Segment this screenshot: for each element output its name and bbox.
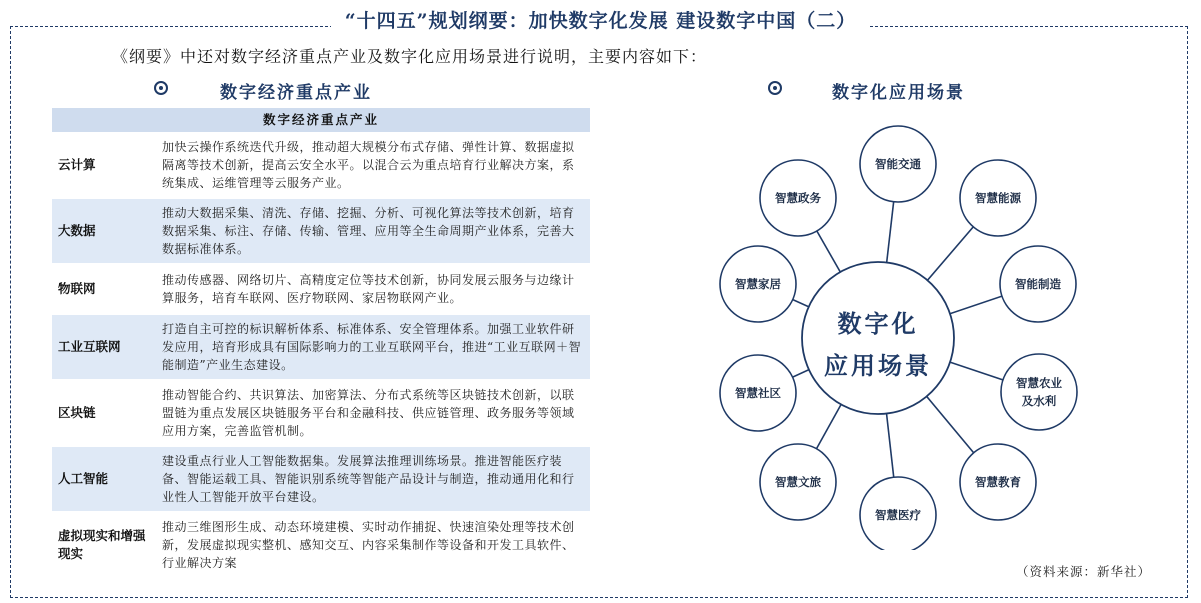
table-row <box>52 380 590 446</box>
scenario-node-label: 智慧能源 <box>975 191 1021 205</box>
scenario-node <box>1001 354 1077 430</box>
scenario-node-label: 智慧家居 <box>735 277 781 291</box>
table-row <box>52 132 590 198</box>
scenario-node-label: 智慧医疗 <box>875 508 921 522</box>
row-name: 虚拟现实和增强现实 <box>52 512 158 578</box>
scenario-node-label: 智慧教育 <box>975 475 1021 489</box>
row-name: 云计算 <box>52 132 158 198</box>
row-name: 大数据 <box>52 198 158 264</box>
title-wrap <box>0 6 1201 33</box>
row-desc: 建设重点行业人工智能数据集。发展算法推理训练场景。推进智能医疗装备、智能运载工具、智能识别系统等智能产品设计与制造，推动通用化和行业性人工智能开放平台建设。 <box>158 446 590 512</box>
row-desc: 打造自主可控的标识解析体系、标准体系、安全管理体系。加强工业软件研发应用，培育形成具有国际影响力的工业互联网平台，推进“工业互联网＋智能制造”产业生态建设。 <box>158 314 590 380</box>
row-name: 区块链 <box>52 380 158 446</box>
table-row <box>52 512 590 578</box>
row-desc: 推动大数据采集、清洗、存储、挖掘、分析、可视化算法等技术创新，培育数据采集、标注、存储、传输、管理、应用等全生命周期产业体系，完善大数据标准体系。 <box>158 198 590 264</box>
left-bullet-icon <box>154 81 168 95</box>
table-header: 数字经济重点产业 <box>52 108 590 132</box>
scenario-node-label: 智能交通 <box>875 157 921 171</box>
row-desc: 推动传感器、网络切片、高精度定位等技术创新，协同发展云服务与边缘计算服务，培育车联网、医疗物联网、家居物联网产业。 <box>158 264 590 314</box>
scenario-node-label: 及水利 <box>1021 394 1057 408</box>
row-desc: 加快云操作系统迭代升级，推动超大规模分布式存储、弹性计算、数据虚拟隔离等技术创新，提高云安全水平。以混合云为重点培育行业解决方案，系统集成、运维管理等云服务产业。 <box>158 132 590 198</box>
right-section-heading: 数字化应用场景 <box>832 83 965 103</box>
right-bullet-icon <box>768 81 782 95</box>
page-title: “十四五”规划纲要：加快数字化发展 建设数字中国（二） <box>331 6 870 33</box>
left-section-heading: 数字经济重点产业 <box>220 83 372 103</box>
scenario-node-label: 智慧政务 <box>775 191 821 205</box>
row-desc: 推动智能合约、共识算法、加密算法、分布式系统等区块链技术创新，以联盟链为重点发展区块链服务平台和金融科技、供应链管理、政务服务等领域应用方案，完善监管机制。 <box>158 380 590 446</box>
table-row <box>52 446 590 512</box>
scenario-diagram <box>680 110 1100 550</box>
table-row <box>52 198 590 264</box>
scenario-node-label: 智慧社区 <box>735 386 781 400</box>
intro-text: 《纲要》中还对数字经济重点产业及数字化应用场景进行说明，主要内容如下： <box>112 47 708 66</box>
scenario-node-label: 智慧文旅 <box>775 475 821 489</box>
row-name: 工业互联网 <box>52 314 158 380</box>
row-name: 人工智能 <box>52 446 158 512</box>
table-row <box>52 314 590 380</box>
scenario-node-label: 智慧农业 <box>1016 376 1062 390</box>
source-note: （资料来源：新华社） <box>1016 564 1152 579</box>
row-name: 物联网 <box>52 264 158 314</box>
table-row <box>52 264 590 314</box>
center-circle <box>802 262 954 414</box>
center-label-line1: 数字化 <box>837 309 919 338</box>
industry-table <box>52 108 590 579</box>
row-desc: 推动三维图形生成、动态环境建模、实时动作捕捉、快速渲染处理等技术创新，发展虚拟现实整机、感知交互、内容采集制作等设备和开发工具软件、行业解决方案 <box>158 512 590 578</box>
scenario-node-label: 智能制造 <box>1015 277 1061 291</box>
center-label-line2: 应用场景 <box>824 351 932 380</box>
